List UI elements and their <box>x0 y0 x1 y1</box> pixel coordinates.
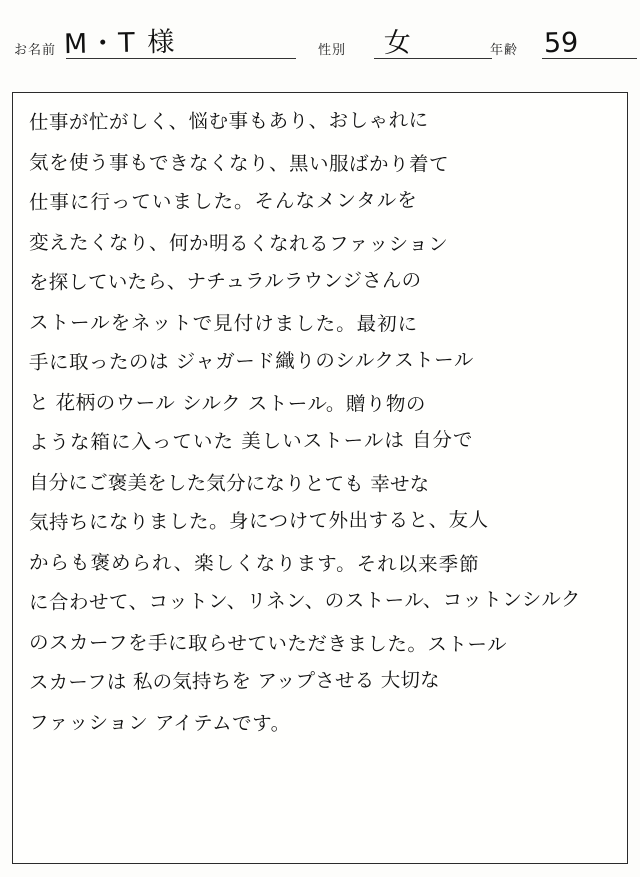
age-underline <box>542 58 637 59</box>
message-line: のスカーフを手に取らせていただきました。ストール <box>28 631 508 657</box>
message-line: ストールをネットで見付けました。最初に <box>28 311 419 336</box>
message-line: 手に取ったのは ジャガード織りのシルクストール <box>28 348 474 374</box>
message-box <box>12 92 628 864</box>
age-label: 年齢 <box>490 43 519 58</box>
gender-value: 女 <box>383 27 412 59</box>
message-line: 気を使う事もできなくなり、黒い服ばかり着て <box>28 151 450 176</box>
message-line: 気持ちになりました。身につけて外出すると、友人 <box>28 508 489 534</box>
message-line: スカーフは 私の気持ちを アップさせる 大切な <box>28 668 440 694</box>
gender-label: 性別 <box>318 43 347 58</box>
name-label: お名前 <box>14 43 57 58</box>
age-value: 59 <box>543 27 579 60</box>
message-line: からも褒められ、楽しくなります。それ以来季節 <box>28 551 480 576</box>
message-line: に合わせて、コットン、リネン、のストール、コットンシルク <box>28 587 582 614</box>
handwritten-message <box>29 103 615 743</box>
message-line: 仕事が忙がしく、悩む事もあり、おしゃれに <box>28 108 429 134</box>
message-line: ファッション アイテムです。 <box>28 711 291 736</box>
age-field <box>490 27 586 61</box>
message-line: ような箱に入っていた 美しいストールは 自分で <box>28 428 474 454</box>
gender-field <box>318 27 419 61</box>
message-line: と 花柄のウール シルク ストール。贈り物の <box>28 391 426 416</box>
message-line: 自分にご褒美をした気分になりとても 幸せな <box>28 471 430 496</box>
gender-underline <box>374 58 492 59</box>
message-line: を探していたら、ナチュラルラウンジさんの <box>28 268 422 294</box>
message-line: 変えたくなり、何か明るくなれるファッション <box>28 231 449 256</box>
name-field <box>14 26 184 61</box>
form-header <box>0 26 640 82</box>
name-underline <box>66 58 296 59</box>
message-line: 仕事に行っていました。そんなメンタルを <box>28 188 418 214</box>
name-value: M・T 様 <box>63 26 177 61</box>
